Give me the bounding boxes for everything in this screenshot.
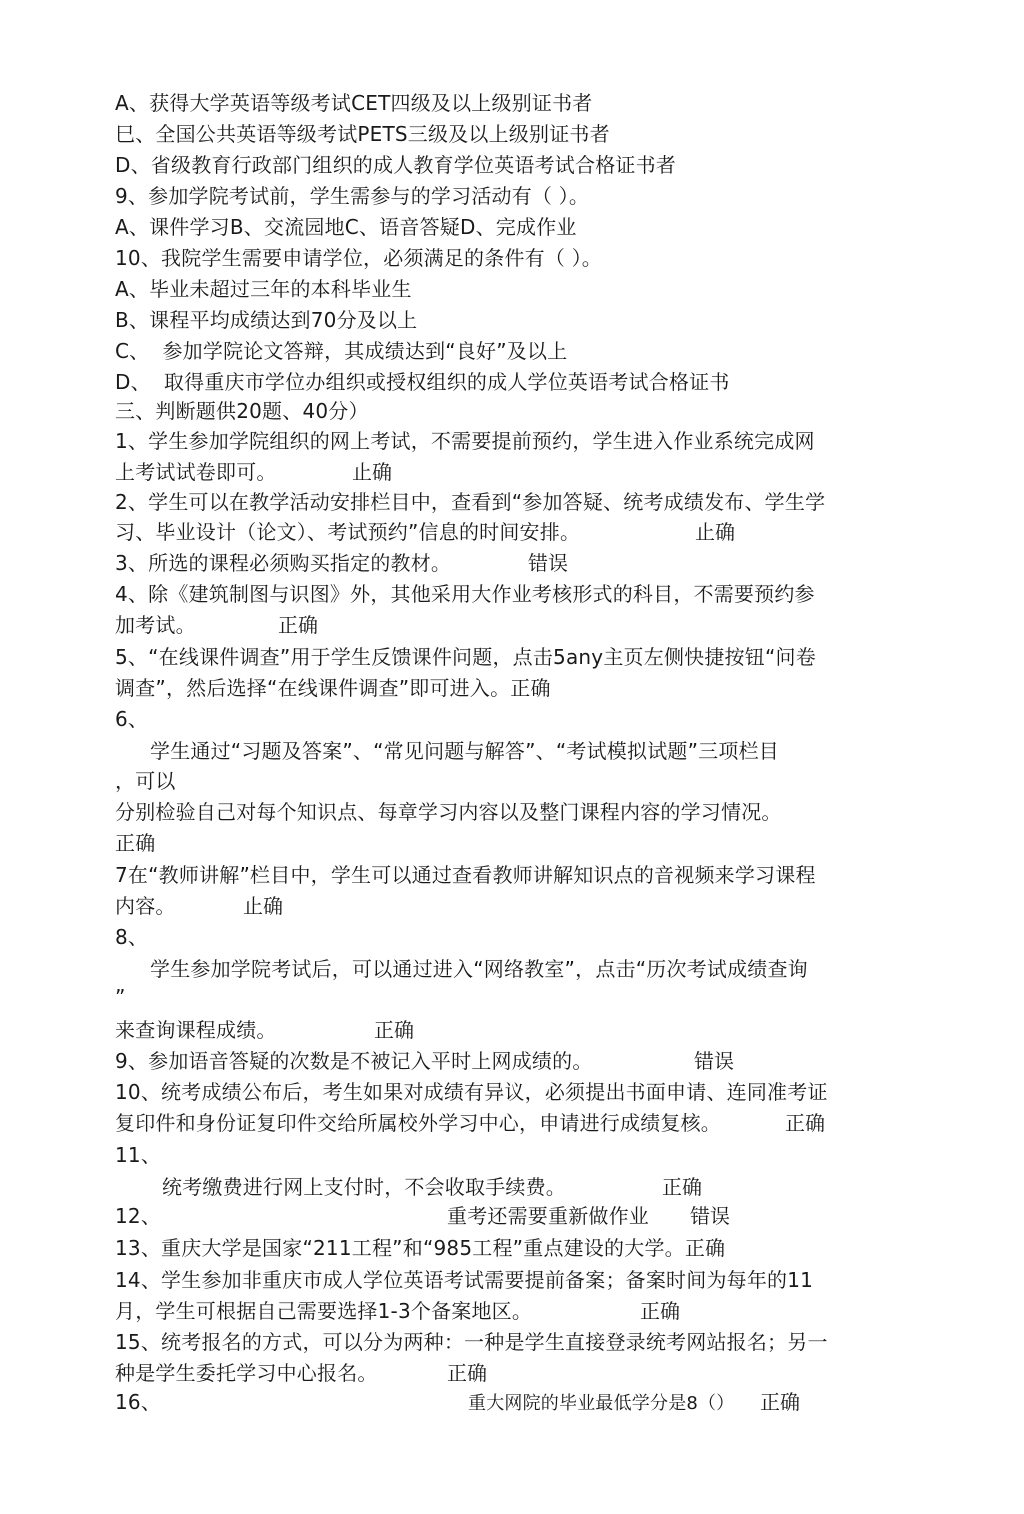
question-10-option-a: A、毕业未超过三年的本科毕业生: [115, 277, 412, 301]
tf-4-answer: 正确: [278, 613, 318, 637]
option-a-cet: A、获得大学英语等级考试CET四级及以上级别证书者: [115, 91, 593, 115]
tf-16-answer: 正确: [760, 1390, 800, 1414]
tf-6-line-3: 分别检验自己对每个知识点、每章学习内容以及整门课程内容的学习情况。: [115, 800, 782, 824]
question-10: 10、我院学生需要申请学位，必须满足的条件有（ ）。: [115, 246, 603, 270]
tf-10-line-1: 10、统考成绩公布后，考生如果对成绩有异议，必须提出书面申请、连同准考证: [115, 1080, 828, 1104]
tf-3-answer: 错误: [528, 551, 568, 575]
section-heading-true-false: 三、判断题供20题、40分）: [115, 399, 369, 423]
tf-15-answer: 正确: [447, 1361, 487, 1385]
question-9: 9、参加学院考试前，学生需参与的学习活动有（ ）。: [115, 184, 590, 208]
tf-2-answer: 止确: [695, 520, 735, 544]
tf-6-line-1: 学生通过“习题及答案”、“常见问题与解答”、“考试模拟试题”三项栏目: [150, 739, 779, 763]
tf-8-line-2: ”: [115, 985, 126, 1009]
question-10-option-b: B、课程平均成绩达到70分及以上: [115, 308, 418, 332]
tf-8-line-3: 来查询课程成绩。: [115, 1018, 277, 1042]
tf-7-line-2: 内容。: [115, 894, 176, 918]
tf-6-number: 6、: [115, 707, 149, 731]
tf-11-number: 11、: [115, 1143, 162, 1167]
tf-9-answer: 错误: [694, 1049, 734, 1073]
tf-8-line-1: 学生参加学院考试后，可以通过进入“网络教室”，点击“历次考试成绩查询: [150, 957, 808, 981]
tf-2-line-1: 2、学生可以在教学活动安排栏目中，查看到“参加答疑、统考成绩发布、学生学: [115, 490, 826, 514]
tf-16-line-1: 重大网院的毕业最低学分是8（）: [468, 1393, 735, 1414]
tf-4-line-2: 加考试。: [115, 613, 196, 637]
tf-8-number: 8、: [115, 925, 149, 949]
tf-8-answer: 正确: [374, 1018, 414, 1042]
tf-12-answer: 错误: [690, 1204, 730, 1228]
tf-10-answer: 正确: [785, 1111, 825, 1135]
tf-6-line-2: ，可以: [115, 769, 176, 793]
tf-12-number: 12、: [115, 1204, 162, 1228]
tf-1-line-1: 1、学生参加学院组织的网上考试，不需要提前预约，学生进入作业系统完成网: [115, 429, 815, 453]
tf-14-answer: 正确: [640, 1299, 680, 1323]
option-d-provincial: D、省级教育行政部门组织的成人教育学位英语考试合格证书者: [115, 153, 676, 177]
tf-16-number: 16、: [115, 1390, 162, 1414]
tf-12-line-1: 重考还需要重新做作业: [447, 1204, 649, 1228]
tf-2-line-2: 习、毕业设计（论文）、考试预约”信息的时间安排。: [115, 520, 581, 544]
tf-7-answer: 止确: [243, 894, 283, 918]
tf-13: 13、重庆大学是国家“211工程”和“985工程”重点建设的大学。正确: [115, 1236, 726, 1260]
tf-5-line-2: 调查”，然后选择“在线课件调查”即可进入。正确: [115, 676, 551, 700]
tf-6-answer: 正确: [115, 831, 156, 855]
question-9-options: A、课件学习B、交流园地C、语音答疑D、完成作业: [115, 215, 577, 239]
tf-5-line-1: 5、“在线课件调查”用于学生反馈课件问题，点击5any主页左侧快捷按钮“问卷: [115, 645, 816, 669]
tf-15-line-2: 种是学生委托学习中心报名。: [115, 1361, 378, 1385]
tf-11-answer: 正确: [662, 1175, 702, 1199]
question-10-option-c: C、 参加学院论文答辩，其成绩达到“良好”及以上: [115, 339, 568, 363]
tf-15-line-1: 15、统考报名的方式，可以分为两种：一种是学生直接登录统考网站报名；另一: [115, 1330, 828, 1354]
tf-1-line-2: 上考试试卷即可。: [115, 460, 277, 484]
tf-1-answer: 止确: [352, 460, 392, 484]
tf-14-line-2: 月，学生可根据自己需要选择1-3个备案地区。: [115, 1299, 533, 1323]
tf-4-line-1: 4、除《建筑制图与识图》外，其他采用大作业考核形式的科目，不需要预约参: [115, 582, 815, 606]
option-b-pets: 巳、全国公共英语等级考试PETS三级及以上级别证书者: [115, 122, 610, 146]
tf-7-line-1: 7在“教师讲解”栏目中，学生可以通过查看教师讲解知识点的音视频来学习课程: [115, 863, 816, 887]
question-10-option-d: D、 取得重庆市学位办组织或授权组织的成人学位英语考试合格证书: [115, 370, 730, 394]
tf-10-line-2: 复印件和身份证复印件交给所属校外学习中心，申请进行成绩复核。: [115, 1111, 721, 1135]
tf-11-line-1: 统考缴费进行网上支付时，不会收取手续费。: [162, 1175, 566, 1199]
tf-14-line-1: 14、学生参加非重庆市成人学位英语考试需要提前备案；备案时间为每年的11: [115, 1268, 814, 1292]
tf-3: 3、所选的课程必须购买指定的教材。: [115, 551, 452, 575]
tf-9: 9、参加语音答疑的次数是不被记入平时上网成绩的。: [115, 1049, 593, 1073]
